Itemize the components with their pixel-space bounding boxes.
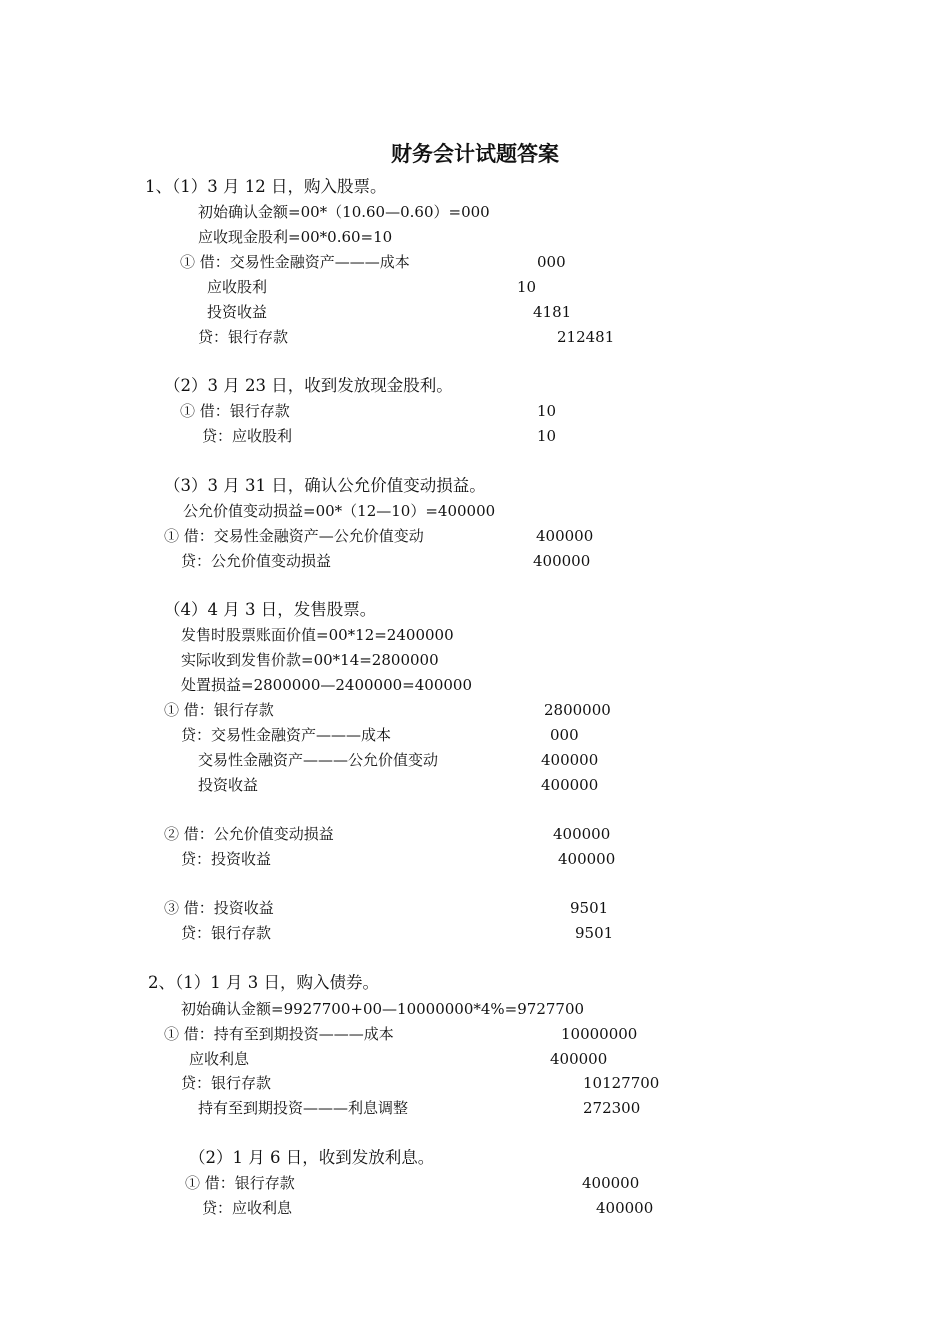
entry-amount: 2800000: [544, 701, 611, 719]
entry-amount: 272300: [583, 1099, 641, 1117]
entry-line: ③ 借：投资收益: [164, 899, 274, 917]
entry-line: 应收股利: [207, 278, 268, 296]
entry-line: 处置损益=2800000—2400000=400000: [181, 676, 473, 694]
section-heading: （3）3 月 31 日，确认公允价值变动损益。: [164, 476, 486, 495]
entry-amount: 212481: [557, 328, 615, 346]
entry-line: 应收利息: [189, 1050, 250, 1068]
entry-line: 初始确认金额=9927700+00—10000000*4%=9727700: [181, 1000, 585, 1018]
entry-amount: 000: [550, 726, 579, 744]
section-heading: （2）1 月 6 日，收到发放利息。: [189, 1148, 435, 1167]
entry-amount: 000: [537, 253, 566, 271]
entry-line: 实际收到发售价款=00*14=2800000: [181, 651, 439, 669]
entry-amount: 400000: [558, 850, 616, 868]
entry-line: 发售时股票账面价值=00*12=2400000: [181, 626, 454, 644]
entry-line: 交易性金融资产———公允价值变动: [198, 751, 439, 769]
entry-amount: 9501: [575, 924, 614, 942]
entry-line: 贷：交易性金融资产———成本: [181, 726, 392, 744]
entry-line: 投资收益: [207, 303, 268, 321]
entry-amount: 400000: [582, 1174, 640, 1192]
entry-amount: 10: [537, 402, 557, 420]
entry-amount: 400000: [536, 527, 594, 545]
section-heading: （2）3 月 23 日，收到发放现金股利。: [164, 376, 453, 395]
entry-amount: 400000: [541, 751, 599, 769]
entry-amount: 10: [517, 278, 537, 296]
entry-amount: 10000000: [561, 1025, 638, 1043]
entry-line: 贷：应收股利: [202, 427, 293, 445]
entry-amount: 9501: [570, 899, 609, 917]
entry-line: ② 借：公允价值变动损益: [164, 825, 334, 843]
section-heading: （4）4 月 3 日，发售股票。: [164, 600, 377, 619]
entry-line: ① 借：银行存款: [185, 1174, 295, 1192]
entry-line: 贷：银行存款: [198, 328, 289, 346]
entry-line: ① 借：持有至到期投资———成本: [164, 1025, 394, 1043]
entry-amount: 400000: [533, 552, 591, 570]
entry-line: 持有至到期投资———利息调整: [198, 1099, 409, 1117]
entry-line: 应收现金股利=00*0.60=10: [198, 228, 393, 246]
entry-line: 贷：投资收益: [181, 850, 272, 868]
section-heading: 2、（1）1 月 3 日，购入债券。: [148, 973, 379, 992]
entry-line: 贷：公允价值变动损益: [181, 552, 332, 570]
entry-line: ① 借：交易性金融资产———成本: [180, 253, 410, 271]
entry-amount: 400000: [541, 776, 599, 794]
entry-line: 贷：银行存款: [181, 924, 272, 942]
page-title: 财务会计试题答案: [391, 141, 559, 166]
entry-line: ① 借：银行存款: [180, 402, 290, 420]
entry-line: 公允价值变动损益=00*（12—10）=400000: [183, 502, 496, 520]
entry-amount: 10127700: [583, 1074, 660, 1092]
entry-amount: 400000: [550, 1050, 608, 1068]
section-heading: 1、（1）3 月 12 日，购入股票。: [145, 177, 387, 196]
entry-line: 贷：应收利息: [202, 1199, 293, 1217]
entry-amount: 10: [537, 427, 557, 445]
entry-line: 投资收益: [198, 776, 259, 794]
entry-amount: 400000: [553, 825, 611, 843]
entry-amount: 400000: [596, 1199, 654, 1217]
entry-line: 初始确认金额=00*（10.60—0.60）=000: [198, 203, 490, 221]
entry-line: 贷：银行存款: [181, 1074, 272, 1092]
entry-line: ① 借：银行存款: [164, 701, 274, 719]
entry-amount: 4181: [533, 303, 572, 321]
entry-line: ① 借：交易性金融资产—公允价值变动: [164, 527, 424, 545]
